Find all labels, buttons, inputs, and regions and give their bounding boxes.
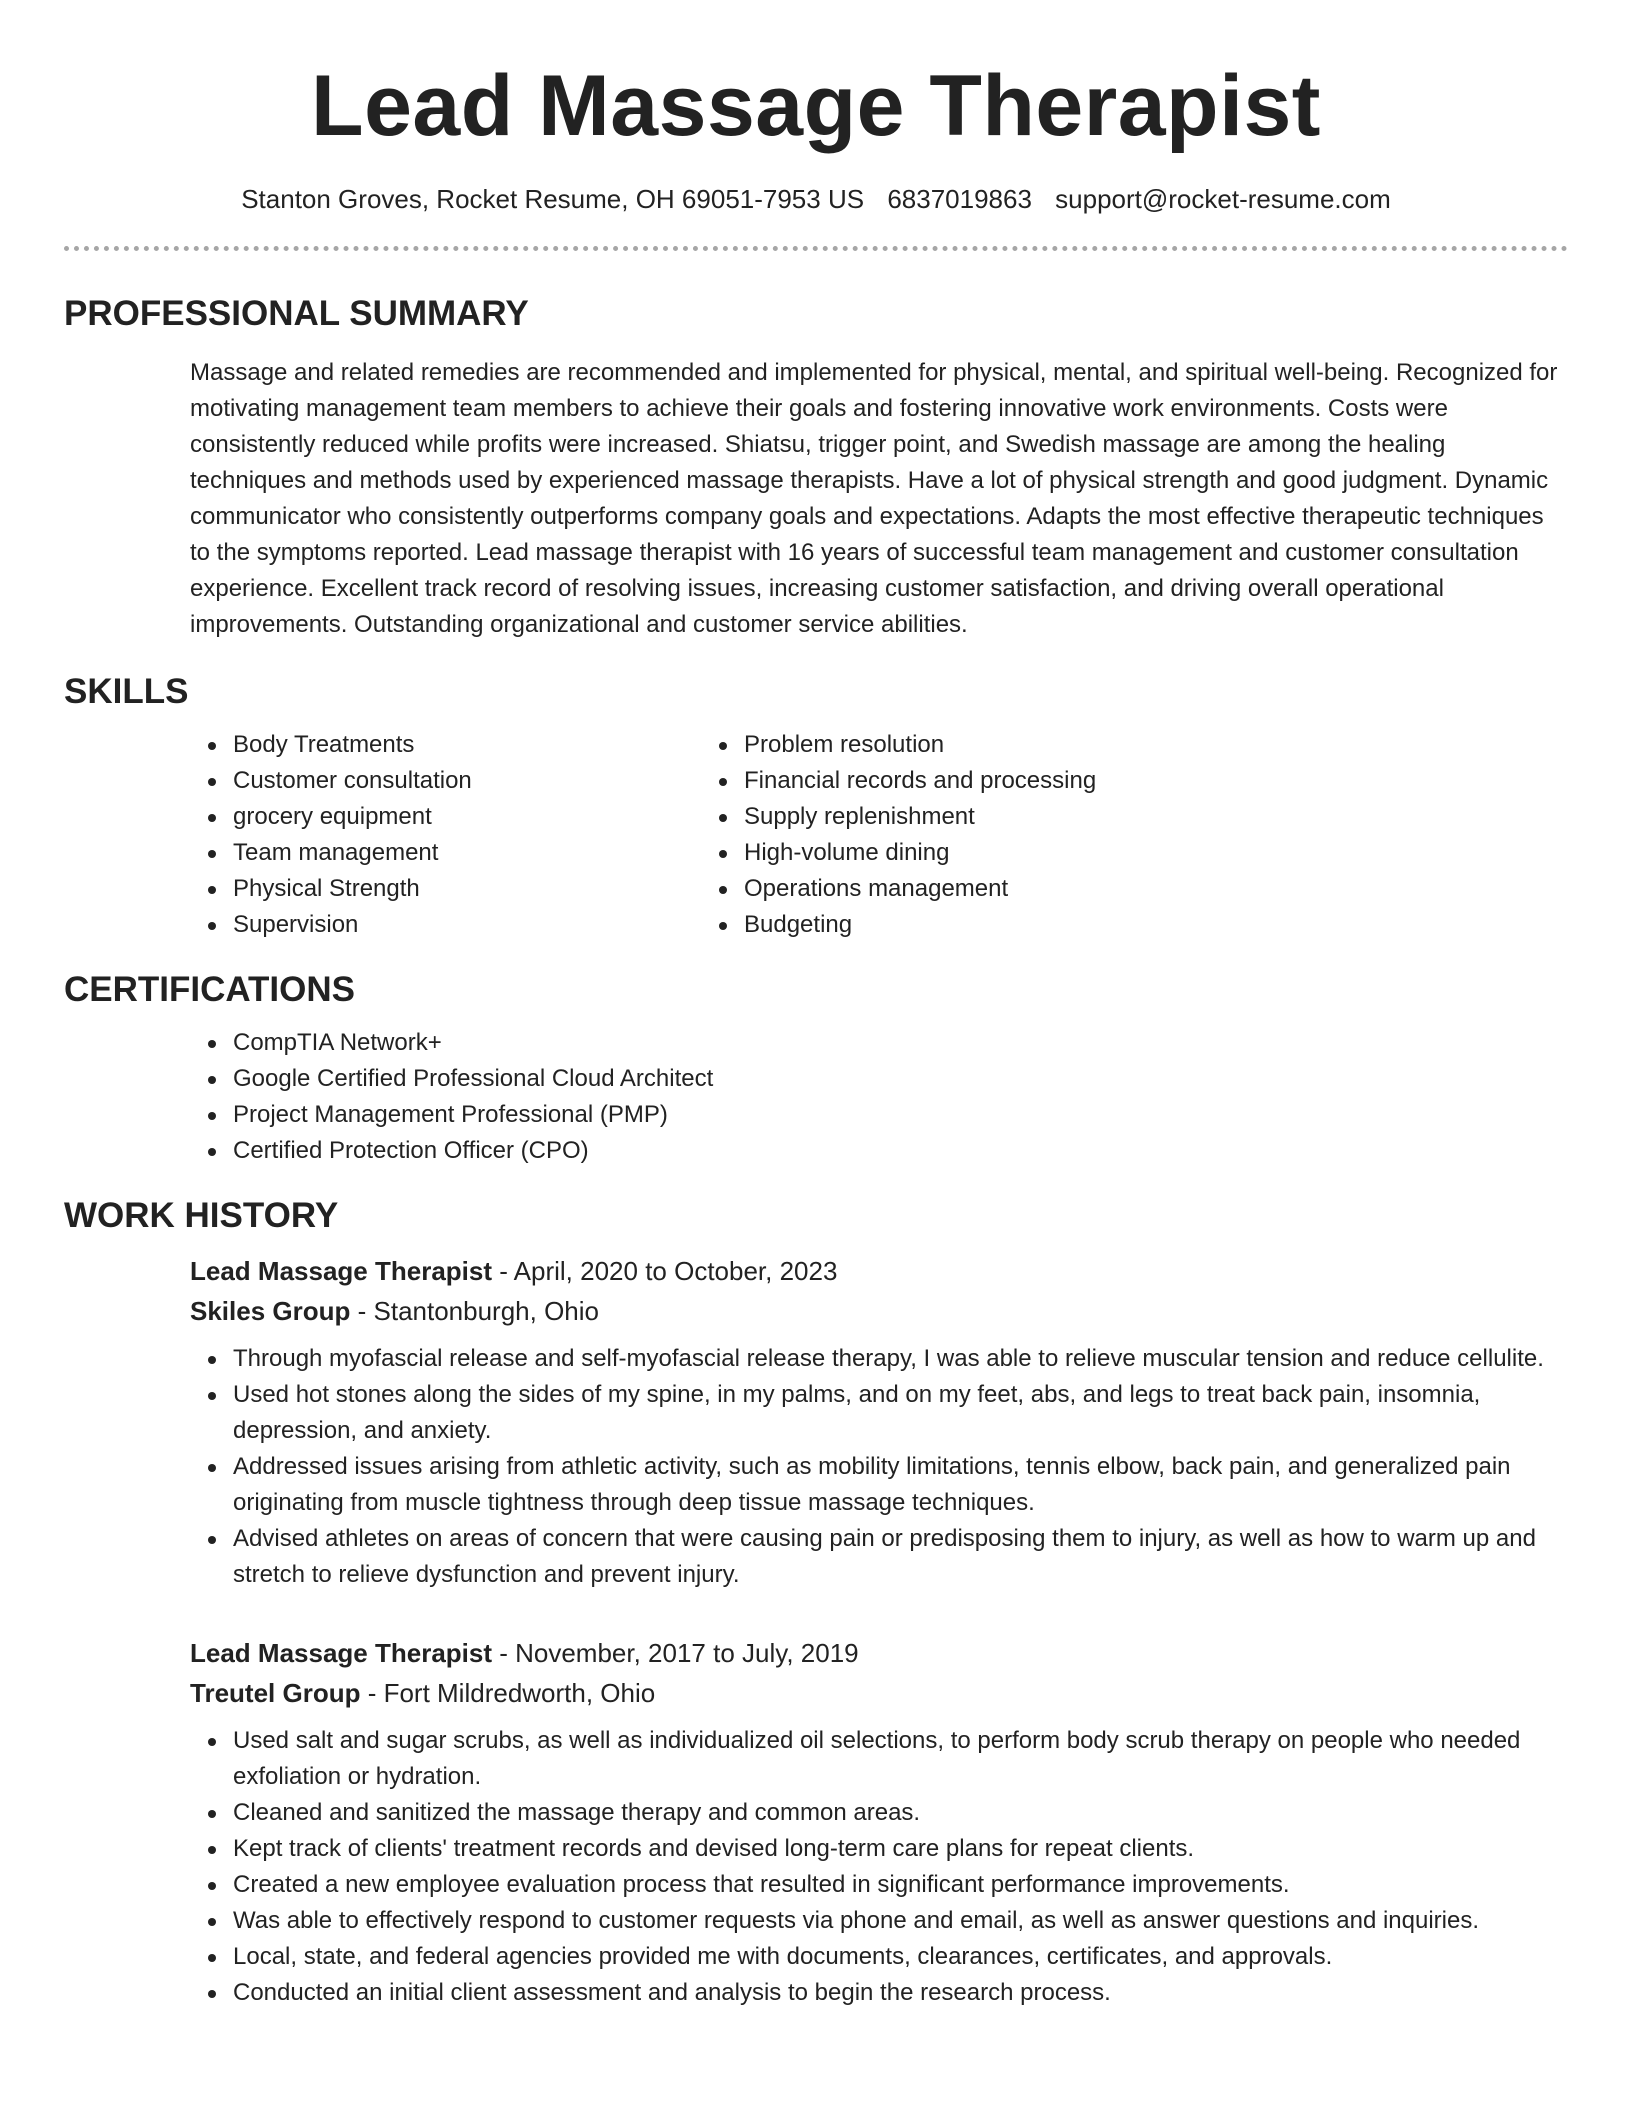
separator: - xyxy=(492,1638,516,1668)
job-duties xyxy=(190,1341,1568,1593)
skills-column-right xyxy=(744,727,1424,943)
job-duty-item: Through myofascial release and self-myofascial release therapy, I was able to relieve muscular tension and reduce cellulite. xyxy=(233,1341,1568,1377)
contact-line xyxy=(64,182,1568,216)
job-duty-item: Advised athletes on areas of concern that were causing pain or predisposing them to injury, as well as how to warm up and stretch to relieve dysfunction and prevent injury. xyxy=(233,1521,1568,1593)
skills-heading: SKILLS xyxy=(64,672,189,711)
job-company-line xyxy=(190,1673,1568,1713)
job-entry xyxy=(190,1633,1568,2011)
job-title-line xyxy=(190,1251,1568,1291)
contact-email: support@rocket-resume.com xyxy=(1055,184,1391,214)
job-location: Fort Mildredworth, Ohio xyxy=(383,1678,656,1708)
certification-item: Certified Protection Officer (CPO) xyxy=(233,1133,1568,1169)
job-duties xyxy=(190,1723,1568,2011)
job-duty-item: Conducted an initial client assessment and analysis to begin the research process. xyxy=(233,1975,1568,2011)
job-dates: November, 2017 to July, 2019 xyxy=(515,1638,859,1668)
job-dates: April, 2020 to October, 2023 xyxy=(513,1256,838,1286)
certifications-heading: CERTIFICATIONS xyxy=(64,970,356,1009)
summary-text: Massage and related remedies are recommended and implemented for physical, mental, and spiritual well-being. Recognized for motivating management team members to achieve their goals and fostering innovative work environments. Costs were consistently reduced while profits were increased. Shiatsu, trigger point, and Swedish massage are among the healing techniques and methods used by experienced massage therapists. Have a lot of physical strength and good judgment. Dynamic communicator who consistently outperforms company goals and expectations. Adapts the most effective therapeutic techniques to the symptoms reported. Lead massage therapist with 16 years of successful team management and customer consultation experience. Excellent track record of resolving issues, increasing customer satisfaction, and driving overall operational improvements. Outstanding organizational and customer service abilities. xyxy=(190,359,1558,638)
skill-item: Team management xyxy=(233,835,744,871)
separator: - xyxy=(360,1678,384,1708)
job-duty-item: Used salt and sugar scrubs, as well as individualized oil selections, to perform body scrub therapy on people who needed exfoliation or hydration. xyxy=(233,1723,1568,1795)
job-company: Treutel Group xyxy=(190,1678,361,1708)
job-duty-item: Cleaned and sanitized the massage therapy and common areas. xyxy=(233,1795,1568,1831)
job-title-line xyxy=(190,1633,1568,1673)
skill-item: grocery equipment xyxy=(233,799,744,835)
skills-column-left xyxy=(64,727,744,943)
job-duty-item: Was able to effectively respond to customer requests via phone and email, as well as answer questions and inquiries. xyxy=(233,1903,1568,1939)
skill-item: High-volume dining xyxy=(744,835,1424,871)
job-duty-item: Local, state, and federal agencies provided me with documents, clearances, certificates, and approvals. xyxy=(233,1939,1568,1975)
skill-item: Problem resolution xyxy=(744,727,1424,763)
skill-item: Budgeting xyxy=(744,907,1424,943)
skill-item: Physical Strength xyxy=(233,871,744,907)
certification-item: Google Certified Professional Cloud Architect xyxy=(233,1061,1568,1097)
certification-item: Project Management Professional (PMP) xyxy=(233,1097,1568,1133)
contact-phone: 6837019863 xyxy=(887,184,1032,214)
job-location: Stantonburgh, Ohio xyxy=(373,1296,599,1326)
summary-heading: PROFESSIONAL SUMMARY xyxy=(64,294,529,333)
skill-item: Supervision xyxy=(233,907,744,943)
job-duty-item: Used hot stones along the sides of my spine, in my palms, and on my feet, abs, and legs to treat back pain, insomnia, depression, and anxiety. xyxy=(233,1377,1568,1449)
skill-item: Supply replenishment xyxy=(744,799,1424,835)
header-divider xyxy=(64,246,1568,251)
job-role: Lead Massage Therapist xyxy=(190,1638,492,1668)
certification-item: CompTIA Network+ xyxy=(233,1025,1568,1061)
job-duty-item: Kept track of clients' treatment records and devised long-term care plans for repeat clients. xyxy=(233,1831,1568,1867)
separator: - xyxy=(492,1256,514,1286)
job-entry xyxy=(190,1251,1568,1593)
skill-item: Operations management xyxy=(744,871,1424,907)
skills-list xyxy=(64,727,1568,943)
job-duty-item: Created a new employee evaluation process that resulted in significant performance improvements. xyxy=(233,1867,1568,1903)
job-role: Lead Massage Therapist xyxy=(190,1256,492,1286)
contact-address: Stanton Groves, Rocket Resume, OH 69051-7953 US xyxy=(241,184,865,214)
skill-item: Customer consultation xyxy=(233,763,744,799)
job-company-line xyxy=(190,1291,1568,1331)
separator: - xyxy=(350,1296,374,1326)
certifications-list xyxy=(64,1025,1568,1169)
job-company: Skiles Group xyxy=(190,1296,351,1326)
skill-item: Body Treatments xyxy=(233,727,744,763)
work-history-heading: WORK HISTORY xyxy=(64,1196,339,1235)
job-duty-item: Addressed issues arising from athletic activity, such as mobility limitations, tennis elbow, back pain, and generalized pain originating from muscle tightness through deep tissue massage techniques. xyxy=(233,1449,1568,1521)
resume-page xyxy=(64,0,1568,2011)
skill-item: Financial records and processing xyxy=(744,763,1424,799)
resume-name: Lead Massage Therapist xyxy=(311,58,1321,154)
